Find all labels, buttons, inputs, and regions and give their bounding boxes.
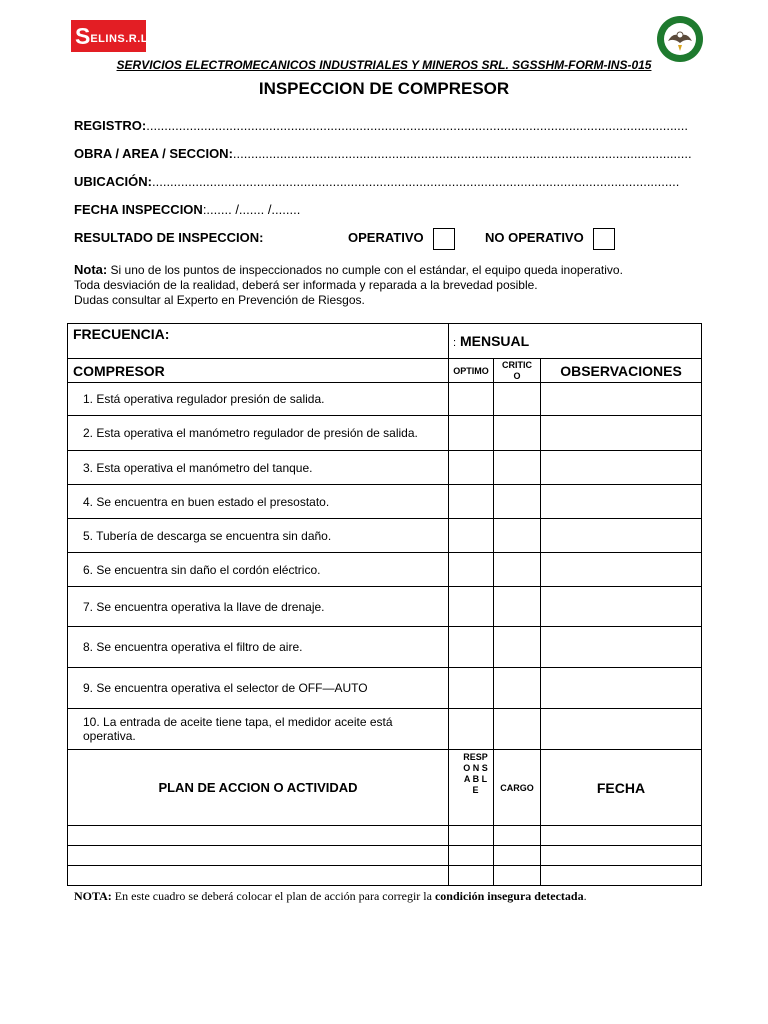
- footer-note: [74, 889, 587, 904]
- item-9-optimo[interactable]: [449, 668, 494, 709]
- company-logo: [71, 20, 152, 52]
- plan-row-3-responsable[interactable]: [449, 866, 494, 886]
- item-10-optimo[interactable]: [449, 709, 494, 750]
- header-row: [68, 359, 702, 383]
- note-line-2: Toda desviación de la realidad, deberá ser informada y reparada a la brevedad posible.: [74, 278, 538, 292]
- table-row: [68, 587, 702, 627]
- item-5-optimo[interactable]: [449, 519, 494, 553]
- footer-note-end: .: [583, 889, 587, 903]
- mensual-cell: [449, 324, 702, 359]
- table-row: [68, 383, 702, 416]
- operativo-checkbox[interactable]: [433, 228, 455, 250]
- footer-note-label: NOTA:: [74, 889, 112, 903]
- fecha-dots: :....... /....... /........: [202, 202, 301, 217]
- item-7-optimo[interactable]: [449, 587, 494, 627]
- optimo-header: OPTIMO: [449, 359, 494, 383]
- obra-field[interactable]: [74, 146, 692, 161]
- item-8-observaciones[interactable]: [541, 627, 702, 668]
- responsable-header: RESPO N S A B L E: [449, 750, 494, 826]
- table-row: [68, 416, 702, 451]
- fecha-header: FECHA: [541, 750, 702, 826]
- item-9-critico[interactable]: [494, 668, 541, 709]
- item-9-observaciones[interactable]: [541, 668, 702, 709]
- note-block: [74, 262, 623, 308]
- item-3-critico[interactable]: [494, 451, 541, 485]
- item-2-optimo[interactable]: [449, 416, 494, 451]
- table-row: [68, 451, 702, 485]
- item-6-observaciones[interactable]: [541, 553, 702, 587]
- plan-row-3-actividad[interactable]: [68, 866, 449, 886]
- plan-row-2-actividad[interactable]: [68, 846, 449, 866]
- table-row: [68, 668, 702, 709]
- plan-row-1-cargo[interactable]: [494, 826, 541, 846]
- item-10-observaciones[interactable]: [541, 709, 702, 750]
- inspection-table: [67, 323, 702, 886]
- observaciones-header: OBSERVACIONES: [541, 359, 702, 383]
- plan-row-3-cargo[interactable]: [494, 866, 541, 886]
- company-name: SERVICIOS ELECTROMECANICOS INDUSTRIALES Y MINEROS SRL. SGSSHM-FORM-INS-015: [116, 58, 652, 72]
- plan-row-1-fecha[interactable]: [541, 826, 702, 846]
- table-row: [68, 553, 702, 587]
- item-1-observaciones[interactable]: [541, 383, 702, 416]
- item-4-text: 4. Se encuentra en buen estado el presostato.: [68, 485, 449, 519]
- table-row: [68, 519, 702, 553]
- plan-row: [68, 866, 702, 886]
- eagle-seal-icon: [656, 15, 704, 63]
- item-2-critico[interactable]: [494, 416, 541, 451]
- plan-row-1-responsable[interactable]: [449, 826, 494, 846]
- note-line-1: Si uno de los puntos de inspeccionados no cumple con el estándar, el equipo queda inoperativo.: [107, 263, 623, 277]
- plan-row-2-fecha[interactable]: [541, 846, 702, 866]
- note-label: Nota:: [74, 262, 108, 277]
- item-4-optimo[interactable]: [449, 485, 494, 519]
- mensual-prefix: :: [453, 337, 457, 349]
- registro-dots: ......................................................................................................................................................: [146, 118, 689, 133]
- ubicacion-field[interactable]: [74, 174, 679, 189]
- plan-header-row: [68, 750, 702, 826]
- compresor-header: COMPRESOR: [68, 359, 449, 383]
- plan-row-1-actividad[interactable]: [68, 826, 449, 846]
- no-operativo-label: NO OPERATIVO: [485, 230, 584, 245]
- item-10-text: 10. La entrada de aceite tiene tapa, el medidor aceite está operativa.: [68, 709, 449, 750]
- item-8-text: 8. Se encuentra operativa el filtro de aire.: [68, 627, 449, 668]
- plan-row: [68, 846, 702, 866]
- frecuencia-row: [68, 324, 702, 359]
- item-6-text: 6. Se encuentra sin daño el cordón eléctrico.: [68, 553, 449, 587]
- table-row: [68, 485, 702, 519]
- fecha-label: FECHA INSPECCION: [74, 202, 203, 217]
- footer-note-bold: condición insegura detectada: [434, 889, 584, 903]
- item-1-critico[interactable]: [494, 383, 541, 416]
- item-4-critico[interactable]: [494, 485, 541, 519]
- item-2-text: 2. Esta operativa el manómetro regulador de presión de salida.: [68, 416, 449, 451]
- plan-header: PLAN DE ACCION O ACTIVIDAD: [68, 750, 449, 826]
- item-4-observaciones[interactable]: [541, 485, 702, 519]
- table-row: [68, 627, 702, 668]
- footer-note-text: En este cuadro se deberá colocar el plan de acción para corregir la: [111, 889, 435, 903]
- plan-row-3-fecha[interactable]: [541, 866, 702, 886]
- obra-label: OBRA / AREA / SECCION:: [74, 146, 233, 161]
- no-operativo-checkbox[interactable]: [593, 228, 615, 250]
- registro-field[interactable]: [74, 118, 688, 133]
- item-5-observaciones[interactable]: [541, 519, 702, 553]
- plan-row-2-responsable[interactable]: [449, 846, 494, 866]
- item-9-text: 9. Se encuentra operativa el selector de OFF—AUTO: [68, 668, 449, 709]
- ubicacion-label: UBICACIÓN:: [74, 174, 152, 189]
- obra-dots: ...............................................................................................................................: [232, 146, 692, 161]
- item-3-optimo[interactable]: [449, 451, 494, 485]
- frecuencia-label: FRECUENCIA:: [68, 324, 449, 359]
- item-8-optimo[interactable]: [449, 627, 494, 668]
- item-7-text: 7. Se encuentra operativa la llave de drenaje.: [68, 587, 449, 627]
- registro-label: REGISTRO:: [74, 118, 147, 133]
- form-title: INSPECCION DE COMPRESOR: [258, 79, 510, 98]
- plan-row-2-cargo[interactable]: [494, 846, 541, 866]
- mensual-value: MENSUAL: [459, 333, 530, 349]
- table-row: [68, 709, 702, 750]
- item-1-optimo[interactable]: [449, 383, 494, 416]
- cargo-header: CARGO: [494, 750, 541, 826]
- critico-header: CRITIC O: [494, 359, 541, 383]
- item-6-critico[interactable]: [494, 553, 541, 587]
- plan-row: [68, 826, 702, 846]
- note-line-3: Dudas consultar al Experto en Prevención de Riesgos.: [74, 293, 365, 307]
- item-5-text: 5. Tubería de descarga se encuentra sin daño.: [68, 519, 449, 553]
- item-7-observaciones[interactable]: [541, 587, 702, 627]
- item-5-critico[interactable]: [494, 519, 541, 553]
- item-3-observaciones[interactable]: [541, 451, 702, 485]
- logo-initial: S: [75, 22, 91, 49]
- item-8-critico[interactable]: [494, 627, 541, 668]
- operativo-label: OPERATIVO: [348, 230, 424, 245]
- resultado-label: RESULTADO DE INSPECCION:: [74, 230, 264, 245]
- item-10-critico[interactable]: [494, 709, 541, 750]
- item-7-critico[interactable]: [494, 587, 541, 627]
- item-6-optimo[interactable]: [449, 553, 494, 587]
- fecha-field[interactable]: [74, 202, 300, 217]
- ubicacion-dots: ..................................................................................................................................................: [152, 174, 680, 189]
- item-1-text: 1. Está operativa regulador presión de salida.: [68, 383, 449, 416]
- item-3-text: 3. Esta operativa el manómetro del tanque.: [68, 451, 449, 485]
- logo-text: ELINS.R.L.: [90, 33, 152, 45]
- item-2-observaciones[interactable]: [541, 416, 702, 451]
